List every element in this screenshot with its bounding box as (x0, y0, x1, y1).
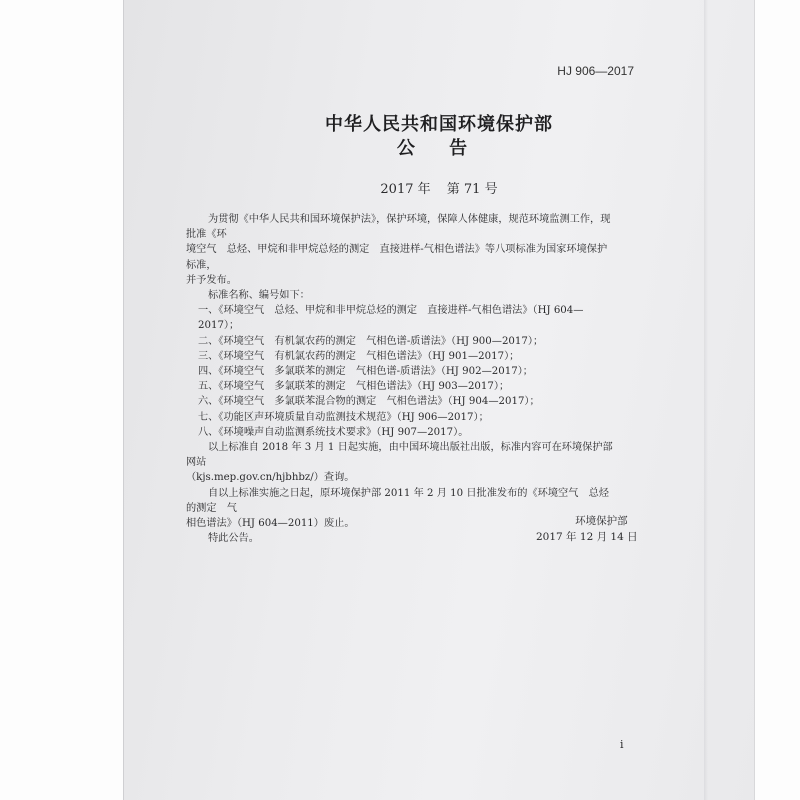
signature-date: 2017 年 12 月 14 日 (536, 531, 638, 543)
standard-item: 六、《环境空气 多氯联苯混合物的测定 气相色谱法》（HJ 904—2017）； (198, 396, 540, 408)
intro-line: 为贯彻《中华人民共和国环境保护法》，保护环境，保障人体健康，规范环境监测工作，现批准《环 (186, 214, 611, 241)
signature-block (536, 513, 638, 545)
announcement-year: 2017 年 (380, 182, 431, 197)
announcement-number (124, 178, 754, 197)
announcement-serial: 第 71 号 (446, 182, 498, 197)
repeal-line: 相色谱法》（HJ 604—2011）废止。 (186, 518, 355, 530)
standard-item: 二、《环境空气 有机氯农药的测定 气相色谱-质谱法》（HJ 900—2017）； (198, 335, 544, 347)
standard-item: 八、《环境噪声自动监测系统技术要求》（HJ 907—2017）。 (198, 426, 469, 438)
standard-item: 七、《功能区声环境质量自动监测技术规范》（HJ 906—2017）； (198, 411, 489, 423)
intro-line: 境空气 总烃、甲烷和非甲烷总烃的测定 直接进样-气相色谱法》等八项标准为国家环境保护标准， (186, 244, 608, 271)
standard-code: HJ 906—2017 (557, 64, 634, 78)
issuer-title: 中华人民共和国环境保护部 (325, 114, 553, 135)
implementation-line: 以上标准自 2018 年 3 月 1 日起实施，由中国环境出版社出版，标准内容可在环境保护部网站 (186, 442, 613, 469)
signature-org: 环境保护部 (575, 515, 628, 527)
list-heading: 标准名称、编号如下： (208, 290, 310, 302)
announcement-title: 公 告 (396, 138, 482, 159)
repeal-line: 自以上标准实施之日起，原环境保护部 2011 年 2 月 10 日批准发布的《环境空气 总烃的测定 气 (186, 487, 609, 514)
standard-item: 三、《环境空气 有机氯农药的测定 气相色谱法》（HJ 901—2017）； (198, 350, 520, 362)
standard-item: 五、《环境空气 多氯联苯的测定 气相色谱法》（HJ 903—2017）； (198, 381, 510, 393)
closing-line: 特此公告。 (208, 533, 259, 545)
announcement-page (124, 0, 754, 800)
implementation-line: （kjs.mep.gov.cn/hjbhbz/）查询。 (186, 472, 355, 484)
standard-item: 一、《环境空气 总烃、甲烷和非甲烷总烃的测定 直接进样-气相色谱法》（HJ 604—2017）； (198, 305, 584, 332)
page-number: i (620, 738, 624, 751)
standard-item: 四、《环境空气 多氯联苯的测定 气相色谱-质谱法》（HJ 902—2017）； (198, 366, 533, 378)
announcement-body (186, 212, 616, 546)
intro-line: 并予发布。 (186, 274, 237, 286)
